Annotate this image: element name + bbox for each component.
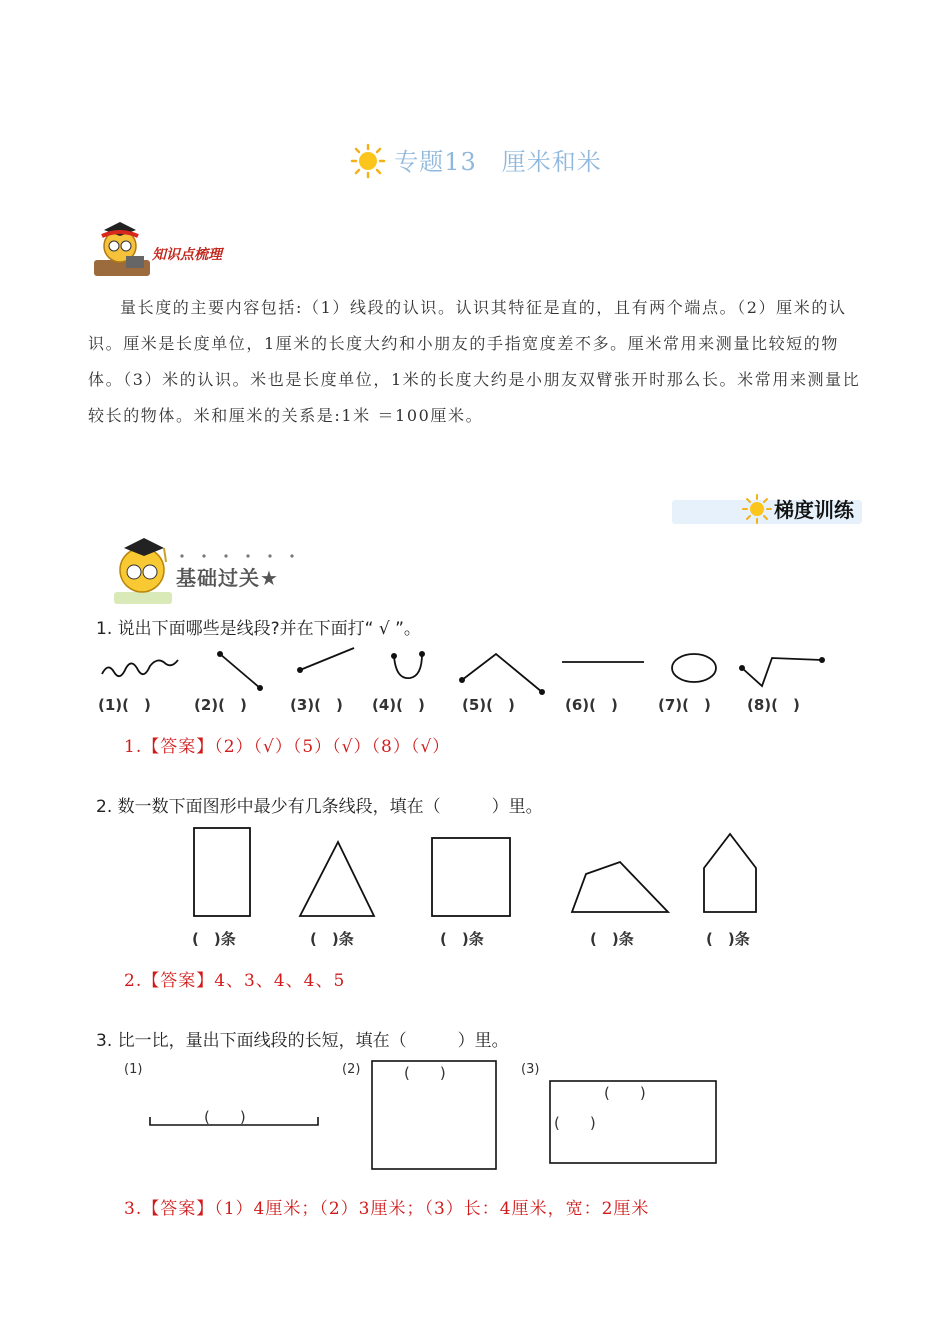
q2-label-3[interactable]: ( )条 [440, 930, 484, 948]
section-header-label: 梯度训练 [774, 498, 854, 522]
question-1: 1. 说出下面哪些是线段?并在下面打“ √ ”。 [96, 619, 421, 639]
knowledge-badge-label: 知识点梳理 [152, 247, 222, 263]
q1-fig-zigzag [742, 658, 822, 686]
q1-fig-ellipse [672, 654, 716, 682]
question-3: 3. 比一比，量出下面线段的长短，填在（ ）里。 [96, 1031, 509, 1051]
question-2: 2. 数一数下面图形中最少有几条线段，填在（ ）里。 [96, 797, 543, 817]
page-title [0, 142, 950, 185]
q1-label-8[interactable]: (8)( ) [747, 696, 800, 714]
q1-label-3[interactable]: (3)( ) [290, 696, 343, 714]
student-mascot-icon [108, 534, 178, 612]
q1-fig-curve [102, 660, 178, 676]
knowledge-badge [90, 218, 260, 282]
level-badge [108, 534, 338, 614]
q1-label-2[interactable]: (2)( ) [194, 696, 247, 714]
q2-fig-quadrilateral [572, 862, 668, 912]
q1-fig-segment [220, 654, 260, 688]
q3-blank-3-width[interactable]: ( ) [554, 1114, 596, 1132]
q2-fig-triangle [300, 842, 374, 916]
answer-3: 3.【答案】（1）4厘米；（2）3厘米；（3）长：4厘米，宽：2厘米 [124, 1199, 650, 1219]
section-header [672, 492, 867, 526]
q1-label-4[interactable]: (4)( ) [372, 696, 425, 714]
q1-label-6[interactable]: (6)( ) [565, 696, 618, 714]
student-mascot-icon [90, 218, 154, 280]
q2-label-1[interactable]: ( )条 [192, 930, 236, 948]
intro-paragraph: 量长度的主要内容包括:（1）线段的认识。认识其特征是直的，且有两个端点。（2）厘米的认识。厘米是长度单位，1厘米的长度大约和小朋友的手指宽度差不多。厘米常用来测量比较短的物体。（3）米的认识。米也是长度单位，1米的长度大约是小朋友双臂张开时那么长。米常用来测量比较长的物体。米和厘米的关系是:1米 ＝100厘米。 [88, 298, 861, 425]
title-text: 专题13 厘米和米 [394, 148, 602, 176]
q3-blank-3-length[interactable]: ( ) [604, 1084, 646, 1102]
q2-figures [180, 826, 780, 926]
level-badge-label: 基础过关★ [176, 566, 279, 590]
q1-figures [96, 640, 836, 700]
q2-label-2[interactable]: ( )条 [310, 930, 354, 948]
q1-fig-angle [462, 654, 542, 692]
q3-fig-label-2: (2) [342, 1062, 361, 1077]
q1-label-5[interactable]: (5)( ) [462, 696, 515, 714]
dotted-decoration-icon [178, 552, 308, 562]
q2-label-4[interactable]: ( )条 [590, 930, 634, 948]
answer-1: 1.【答案】（2）（√）（5）（√）（8）（√） [124, 737, 451, 757]
q3-blank-1[interactable]: ( ) [204, 1108, 246, 1126]
q2-fig-pentagon [704, 834, 756, 912]
q1-label-1[interactable]: (1)( ) [98, 696, 151, 714]
q2-label-5[interactable]: ( )条 [706, 930, 750, 948]
q1-label-7[interactable]: (7)( ) [658, 696, 711, 714]
q1-fig-ray [300, 648, 354, 670]
q2-fig-square [432, 838, 510, 916]
sun-icon [348, 143, 388, 185]
q3-blank-2[interactable]: ( ) [404, 1064, 446, 1082]
q3-fig-label-3: (3) [521, 1062, 540, 1077]
q3-fig-label-1: (1) [124, 1062, 143, 1077]
answer-2: 2.【答案】4、3、4、4、5 [124, 971, 346, 991]
sun-icon [742, 494, 772, 528]
q1-fig-arc [394, 654, 422, 678]
q2-fig-rectangle [194, 828, 250, 916]
